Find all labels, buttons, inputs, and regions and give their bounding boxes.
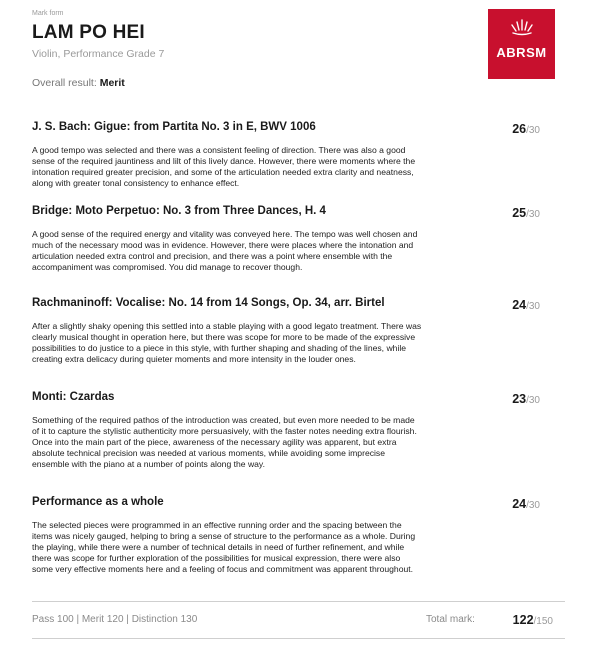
score-out-of: /30: [526, 209, 540, 220]
piece-section-1: [32, 121, 555, 189]
piece-comment: The selected pieces were programmed in an effective running order and the spacing between the items was nicely gauged, helping to bring a sense of structure to the performance as a whole. During the playing, while there were a number of technical details in need of further refinement, and while there was scope for further exploration of the possibilities for musical expression, there were also some very effective moments here and a feeling of focus and commitment was apparent throughout.: [32, 520, 416, 574]
piece-score: [512, 392, 540, 406]
total-mark-out-of: /150: [533, 616, 553, 627]
total-mark-label: Total mark:: [426, 614, 475, 625]
total-mark: [513, 613, 553, 627]
piece-score: [512, 298, 540, 312]
piece-comment: After a slightly shaky opening this settled into a stable playing with a good legato treatment. There was clearly musical thought in operation here, but there was scope for more to be made of the expressive possibilities to do justice to a piece in this style, with further shaping and shading of the lines, while creating extra delicacy during quieter moments and more intensity in the louder ones.: [32, 321, 422, 364]
piece-title: Bridge: Moto Perpetuo: No. 3 from Three Dances, H. 4: [32, 205, 326, 217]
piece-title: Monti: Czardas: [32, 391, 115, 403]
piece-score: [512, 497, 540, 511]
piece-title: Performance as a whole: [32, 496, 164, 508]
candidate-name: LAM PO HEI: [32, 22, 145, 43]
score-value: 23: [512, 392, 527, 406]
crown-icon: [510, 19, 534, 37]
piece-section-2: [32, 205, 555, 273]
overall-result-value: Merit: [99, 77, 125, 89]
total-mark-value: 122: [512, 613, 534, 627]
piece-title: J. S. Bach: Gigue: from Partita No. 3 in E, BWV 1006: [32, 121, 316, 133]
score-value: 24: [512, 497, 527, 511]
piece-comment: Something of the required pathos of the introduction was created, but even more needed to be made of it to capture the stylistic authenticity more persuasively, with the faster notes needing extra flourish. Once into the main part of the piece, awareness of the necessary agility was apparent, but extra absolute technical precision was needed at various moments, while avoiding some imprecise ensemble with the piano at a number of points along the way.: [32, 415, 417, 469]
piece-score: [512, 122, 540, 136]
grade-thresholds: Pass 100 | Merit 120 | Distinction 130: [32, 614, 198, 625]
piece-section-5: [32, 496, 555, 575]
overall-result-label: Overall result:: [32, 77, 97, 89]
piece-title: Rachmaninoff: Vocalise: No. 14 from 14 Songs, Op. 34, arr. Birtel: [32, 297, 385, 309]
piece-comment: A good tempo was selected and there was a consistent feeling of direction. There was also a good sense of the required jauntiness and lilt of this lively dance. However, there were moments where the intonation required greater precision, and some of the articulation needed extra clarity and neatness, along with greater tonal consistency to enhance effect.: [32, 145, 416, 188]
mark-form-label: Mark form: [32, 10, 64, 17]
instrument-grade: Violin, Performance Grade 7: [32, 48, 165, 60]
score-value: 26: [512, 122, 527, 136]
header: [32, 10, 432, 89]
overall-result: [32, 77, 432, 89]
score-value: 24: [512, 298, 527, 312]
logo-text: ABRSM: [496, 45, 547, 60]
abrsm-logo: [488, 9, 555, 79]
piece-comment: A good sense of the required energy and vitality was conveyed here. The tempo was well chosen and much of the necessary mood was in evidence. However, there were places where the intonation and articulation needed extra control and precision, and there was a point where ensemble with the accompaniment was compromised. You did manage to recover though.: [32, 229, 418, 272]
score-out-of: /30: [526, 125, 540, 136]
score-value: 25: [512, 206, 527, 220]
footer-divider-bottom: [32, 638, 565, 639]
score-out-of: /30: [526, 500, 540, 511]
footer-divider-top: [32, 601, 565, 602]
piece-section-3: [32, 297, 555, 365]
score-out-of: /30: [526, 301, 540, 312]
piece-section-4: [32, 391, 555, 470]
piece-score: [512, 206, 540, 220]
score-out-of: /30: [526, 395, 540, 406]
